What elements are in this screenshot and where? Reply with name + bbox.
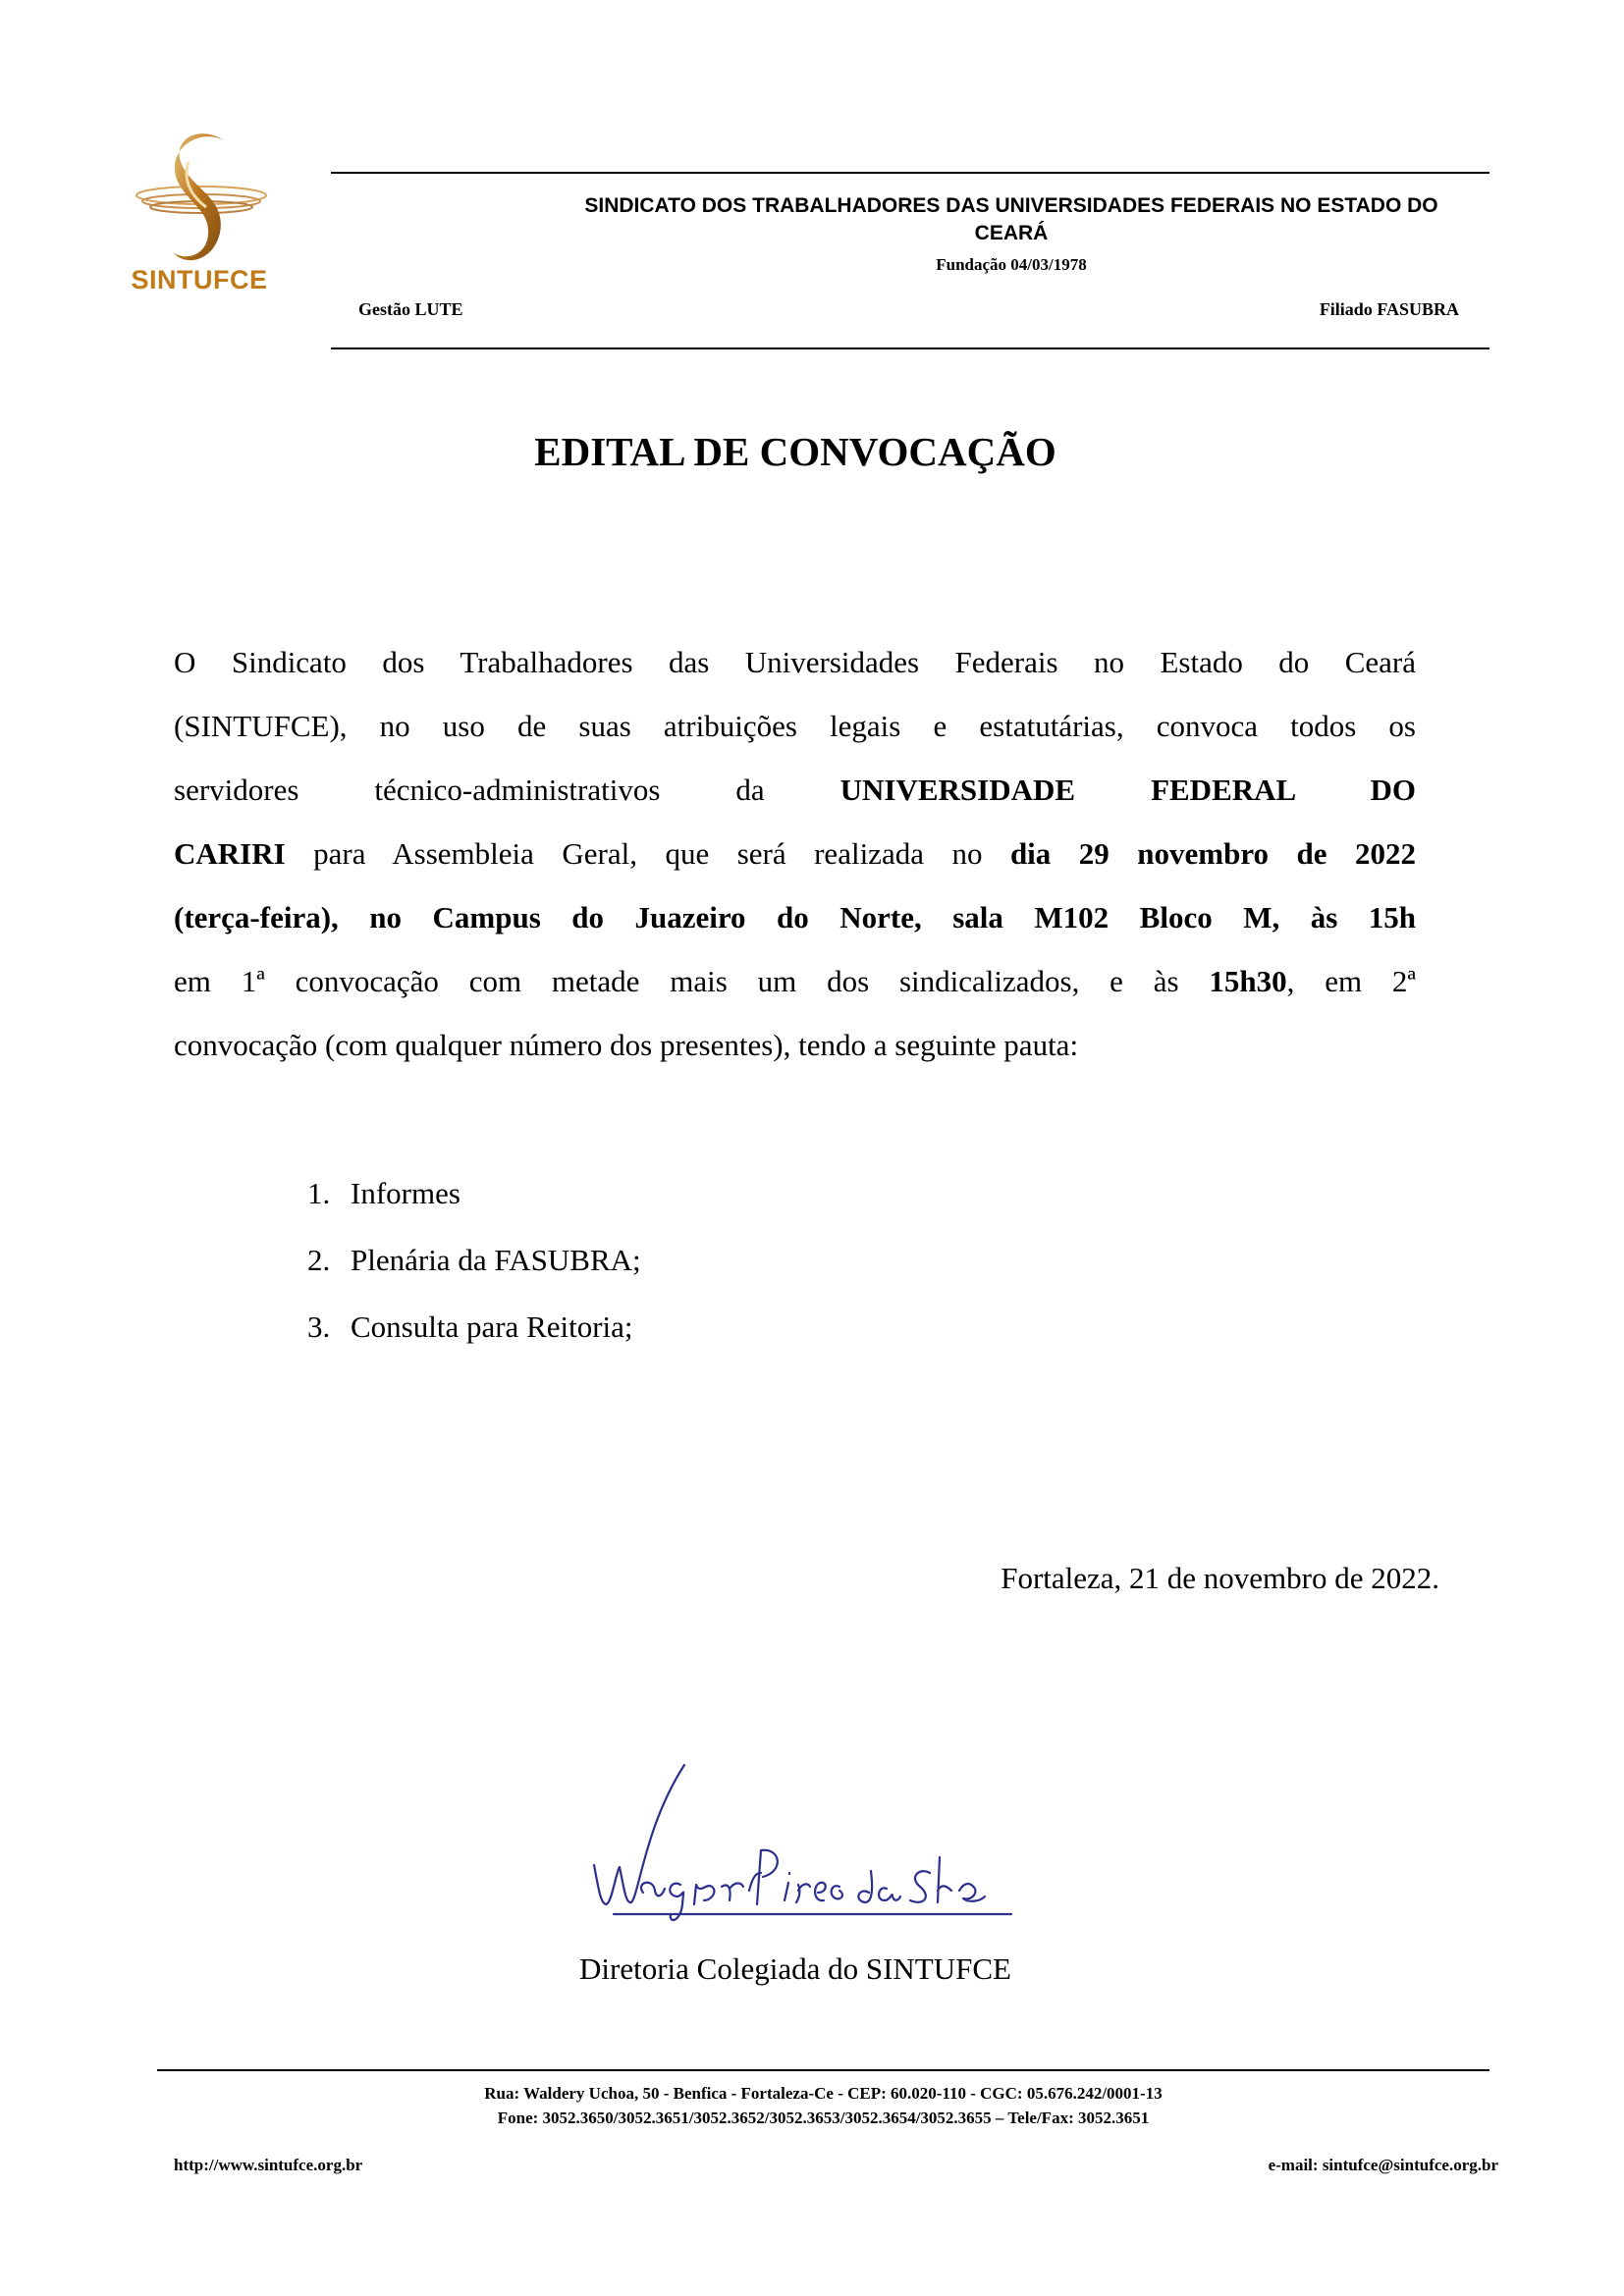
document-body <box>174 630 1416 1077</box>
agenda-number: 1. <box>307 1176 331 1210</box>
body-text-date: dia 29 novembro de 2022 <box>1009 836 1416 871</box>
body-text-p11: , em 2ª <box>1286 964 1416 998</box>
body-text-p1: O Sindicato dos Trabalhadores das Universidades Federais no Estado do Ceará <box>174 645 1416 679</box>
agenda-text: Informes <box>351 1176 460 1210</box>
body-line-1 <box>174 630 1416 694</box>
agenda-list <box>307 1160 641 1361</box>
body-text-university: UNIVERSIDADE FEDERAL DO <box>839 773 1416 807</box>
body-line-6 <box>174 949 1416 1013</box>
body-line-5 <box>174 885 1416 949</box>
body-line-7 <box>174 1013 1416 1077</box>
footer-rule <box>157 2069 1489 2071</box>
agenda-text: Plenária da FASUBRA; <box>351 1243 641 1277</box>
body-line-3 <box>174 758 1416 822</box>
header-bottom-rule <box>331 347 1489 349</box>
management-label: Gestão LUTE <box>358 299 463 319</box>
place-date: Fortaleza, 21 de novembro de 2022. <box>1001 1561 1439 1595</box>
email-link[interactable]: e-mail: sintufce@sintufce.org.br <box>1268 2156 1498 2174</box>
body-text-location: (terça-feira), no Campus do Juazeiro do Norte, sala M102 Bloco M, às 15h <box>174 900 1416 934</box>
body-line-2 <box>174 694 1416 758</box>
footer-address: Rua: Waldery Uchoa, 50 - Benfica - Fortaleza-Ce - CEP: 60.020-110 - CGC: 05.676.242/0001-13 <box>484 2084 1163 2103</box>
footer-phones: Fone: 3052.3650/3052.3651/3052.3652/3052.3653/3052.3654/3052.3655 – Tele/Fax: 3052.3651 <box>497 2109 1150 2127</box>
affiliation-label: Filiado FASUBRA <box>1319 299 1459 319</box>
signature-caption: Diretoria Colegiada do SINTUFCE <box>579 1951 1011 1986</box>
body-text-cariri: CARIRI <box>174 836 286 871</box>
body-text-second-time: 15h30 <box>1209 964 1287 998</box>
organization-name-line1: SINDICATO DOS TRABALHADORES DAS UNIVERSIDADES FEDERAIS NO ESTADO DO <box>584 194 1438 217</box>
foundation-date: Fundação 04/03/1978 <box>936 255 1087 274</box>
body-text-p6: para Assembleia Geral, que será realizada no <box>285 836 1010 871</box>
body-text-p2: (SINTUFCE), no uso de suas atribuições legais e estatutárias, convoca todos os <box>174 709 1416 743</box>
document-title: EDITAL DE CONVOCAÇÃO <box>534 429 1056 474</box>
handwritten-signature-icon <box>574 1757 1016 1934</box>
agenda-number: 2. <box>307 1243 331 1277</box>
organization-name-line2: CEARÁ <box>974 222 1049 244</box>
body-line-4 <box>174 822 1416 885</box>
body-text-p9: em 1ª convocação com metade mais um dos sindicalizados, e às <box>174 964 1210 998</box>
agenda-text: Consulta para Reitoria; <box>351 1309 633 1344</box>
header-top-rule <box>331 172 1489 174</box>
logo-text: SINTUFCE <box>131 265 268 294</box>
list-item <box>307 1160 641 1227</box>
signature-image <box>574 1757 1016 1934</box>
footer-address-block <box>157 2081 1489 2130</box>
website-link[interactable]: http://www.sintufce.org.br <box>174 2156 363 2174</box>
agenda-number: 3. <box>307 1309 331 1344</box>
organization-name <box>530 192 1492 247</box>
list-item <box>307 1294 641 1361</box>
list-item <box>307 1227 641 1294</box>
body-text-p3: servidores técnico-administrativos da <box>174 773 840 807</box>
body-text-p12: convocação (com qualquer número dos presentes), tendo a seguinte pauta: <box>174 1028 1079 1062</box>
